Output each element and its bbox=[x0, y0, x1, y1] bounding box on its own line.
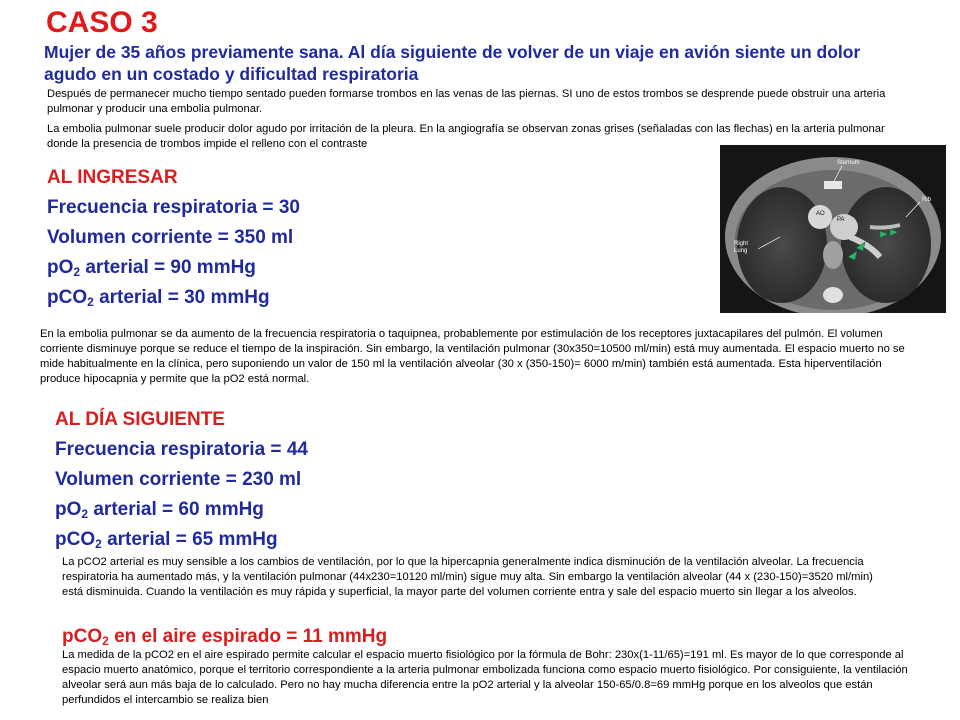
siguiente-explanation: La pCO2 arterial es muy sensible a los cambios de ventilación, por lo que la hipercapnia generalmente indica disminución de la ventilación alveolar. La frecuencia respiratoria ha aumentado más, y la ventilación pulmonar (44x230=10120 ml/min) sigue muy alta. Sin embargo la ventilación alveolar (44 x (230-150)=3520 ml/min) está disminuida. Cuando la ventilación es muy rápida y superficial, la mayor parte del volumen corriente entra y sale del espacio muerto sin llegar a los alveolos. bbox=[62, 556, 873, 598]
ingresar-explanation: En la embolia pulmonar se da aumento de la frecuencia respiratoria o taquipnea, probablemente por estimulación de los receptores juxtacapilares del pulmón. El volumen corriente disminuye porque se reduce el tiempo de la inspiración. Sin embargo, la ventilación pulmonar (30x350=10500 ml/min) está muy aumentada. El espacio muerto no se mide habitualmente en la clínica, pero suponiendo un valor de 150 ml la ventilación alveolar (30 x (350-150)= 6000 m/min) también está aumentada. Esta hiperventilación produce hipocapnia y permite que la pO2 está normal. bbox=[40, 328, 905, 385]
value: arterial = 65 mmHg bbox=[101, 529, 278, 550]
subscript: 2 bbox=[81, 507, 89, 521]
case-subtitle: Mujer de 35 años previamente sana. Al día siguiente de volver de un viaje en avión siente un dolor agudo en un costado y dificultad respiratoria bbox=[44, 42, 861, 84]
value: arterial = 90 mmHg bbox=[80, 257, 256, 278]
value: 30 bbox=[278, 197, 300, 218]
label: pO bbox=[55, 499, 82, 520]
siguiente-pco2 bbox=[55, 525, 308, 555]
label: pCO bbox=[55, 529, 96, 550]
subscript: 2 bbox=[95, 537, 102, 551]
subscript: 2 bbox=[102, 634, 109, 648]
ingresar-volumen bbox=[47, 223, 300, 253]
value: 230 ml bbox=[242, 469, 302, 490]
label: Volumen corriente = bbox=[47, 227, 235, 248]
label: Frecuencia respiratoria = bbox=[55, 439, 287, 460]
ingresar-heading: AL INGRESAR bbox=[47, 167, 178, 188]
ingresar-pco2 bbox=[47, 283, 300, 313]
ct-angiography-image bbox=[720, 145, 946, 313]
label: pCO bbox=[47, 287, 88, 308]
label-sternum: Sternum bbox=[837, 160, 860, 166]
subscript: 2 bbox=[87, 295, 94, 309]
value: en el aire espirado = 11 mmHg bbox=[108, 626, 388, 647]
siguiente-po2 bbox=[55, 495, 308, 525]
label-rib: Rib bbox=[922, 197, 932, 203]
label-pa: PA bbox=[837, 217, 845, 223]
label: Frecuencia respiratoria = bbox=[47, 197, 279, 218]
label: pCO bbox=[62, 626, 103, 647]
espirado-explanation: La medida de la pCO2 en el aire espirado permite calcular el espacio muerto fisiológico por la fórmula de Bohr: 230x(1-11/65)=191 ml. Es mayor de lo que corresponde al espacio muerto anatómico, porque el territorio correspondiente a la arteria pulmonar embolizada funciona como espacio muerto fisiológico. Por consiguiente, la ventilación alveolar será aun más baja de lo calculado. Pero no hay mucha diferencia entre la pO2 arterial y la alveolar 150-65/0.8=69 mmHg porque en los alveolos que están perfundidos el intercambio se realiza bien bbox=[62, 649, 908, 706]
label-ao: AO bbox=[816, 211, 825, 217]
siguiente-section bbox=[55, 405, 308, 555]
siguiente-frecuencia bbox=[55, 435, 308, 465]
label-right-lung: Right Lung bbox=[734, 241, 749, 254]
value: 350 ml bbox=[234, 227, 294, 248]
label: pO bbox=[47, 257, 74, 278]
intro-paragraph-1: Después de permanecer mucho tiempo sentado pueden formarse trombos en las venas de las piernas. SI uno de estos trombos se desprende puede obstruir una arteria pulmonar y producir una embolia pulmonar. bbox=[47, 88, 886, 115]
ingresar-frecuencia bbox=[47, 193, 300, 223]
ingresar-po2 bbox=[47, 253, 300, 283]
value: arterial = 30 mmHg bbox=[93, 287, 270, 308]
subscript: 2 bbox=[73, 265, 81, 279]
value: arterial = 60 mmHg bbox=[88, 499, 264, 520]
ingresar-section bbox=[47, 163, 300, 313]
value: 44 bbox=[286, 439, 308, 460]
siguiente-volumen bbox=[55, 465, 308, 495]
siguiente-heading: AL DÍA SIGUIENTE bbox=[55, 409, 225, 430]
label: Volumen corriente = bbox=[55, 469, 243, 490]
intro-paragraph-2: La embolia pulmonar suele producir dolor agudo por irritación de la pleura. En la angiografía se observan zonas grises (señaladas con las flechas) en la arteria pulmonar donde la presencia de trombos impide el relleno con el contraste bbox=[47, 123, 885, 150]
page-title: CASO 3 bbox=[46, 6, 158, 39]
